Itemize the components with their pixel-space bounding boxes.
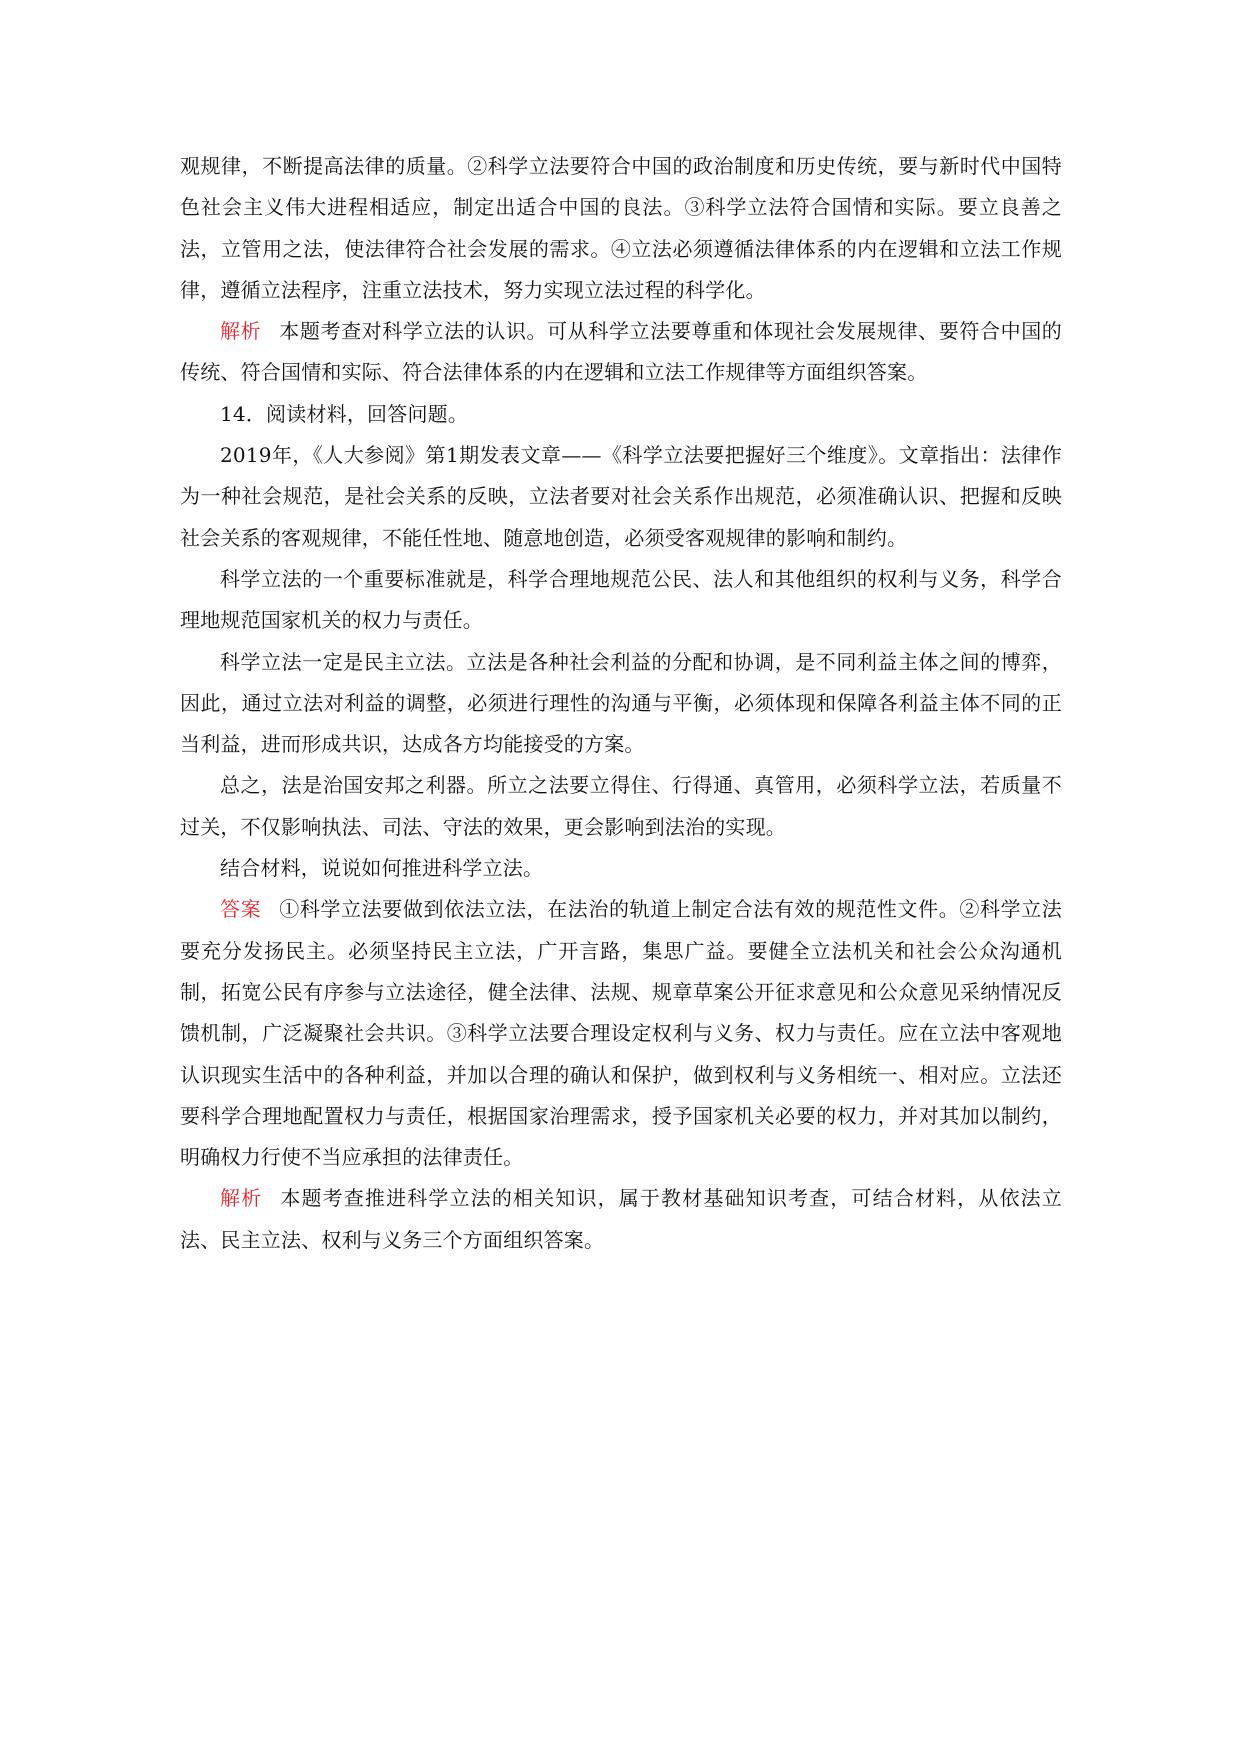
document-body [180, 146, 1062, 1261]
answer-text: ①科学立法要做到依法立法，在法治的轨道上制定合法有效的规范性文件。②科学立法要充分发扬民主。必须坚持民主立法，广开言路，集思广益。要健全立法机关和社会公众沟通机制，拓宽公民有序参与立法途径，健全法律、法规、规章草案公开征求意见和公众意见采纳情况反馈机制，广泛凝聚社会共识。③科学立法要合理设定权利与义务、权力与责任。应在立法中客观地认识现实生活中的各种利益，并加以合理的确认和保护，做到权利与义务相统一、相对应。立法还要科学合理地配置权力与责任，根据国家治理需求，授予国家机关必要的权力，并对其加以制约，明确权力行使不当应承担的法律责任。 [180, 897, 1062, 1170]
analysis-label: 解析 [220, 1186, 263, 1211]
analysis-text: 本题考查推进科学立法的相关知识，属于教材基础知识考查，可结合材料，从依法立法、民主立法、权利与义务三个方面组织答案。 [180, 1186, 1062, 1252]
analysis-text: 本题考查对科学立法的认识。可从科学立法要尊重和体现社会发展规律、要符合中国的传统、符合国情和实际、符合法律体系的内在逻辑和立法工作规律等方面组织答案。 [180, 319, 1062, 385]
analysis-paragraph-2 [180, 1178, 1062, 1261]
material-paragraph-1: 2019年，《人大参阅》第1期发表文章——《科学立法要把握好三个维度》。文章指出：法律作为一种社会规范，是社会关系的反映，立法者要对社会关系作出规范，必须准确认识、把握和反映社会关系的客观规律，不能任性地、随意地创造，必须受客观规律的影响和制约。 [180, 443, 1062, 550]
answer-paragraph [180, 889, 1062, 1178]
analysis-paragraph-1 [180, 311, 1062, 394]
answer-continuation: 观规律，不断提高法律的质量。②科学立法要符合中国的政治制度和历史传统，要与新时代中国特色社会主义伟大进程相适应，制定出适合中国的良法。③科学立法符合国情和实际。要立良善之法，立管用之法，使法律符合社会发展的需求。④立法必须遵循法律体系的内在逻辑和立法工作规律，遵循立法程序，注重立法技术，努力实现立法过程的科学化。 [180, 154, 1062, 302]
material-paragraph-3: 科学立法一定是民主立法。立法是各种社会利益的分配和协调，是不同利益主体之间的博弈，因此，通过立法对利益的调整，必须进行理性的沟通与平衡，必须体现和保障各利益主体不同的正当利益，进而形成共识，达成各方均能接受的方案。 [180, 649, 1062, 757]
question-prompt: 结合材料，说说如何推进科学立法。 [220, 856, 544, 881]
material-paragraph-2: 科学立法的一个重要标准就是，科学合理地规范公民、法人和其他组织的权利与义务，科学合理地规范国家机关的权力与责任。 [180, 566, 1062, 633]
analysis-label: 解析 [220, 319, 262, 344]
question-14-heading: 14．阅读材料，回答问题。 [220, 401, 469, 426]
answer-label: 答案 [220, 897, 262, 922]
material-paragraph-4: 总之，法是治国安邦之利器。所立之法要立得住、行得通、真管用，必须科学立法，若质量不过关，不仅影响执法、司法、守法的效果，更会影响到法治的实现。 [180, 773, 1062, 839]
